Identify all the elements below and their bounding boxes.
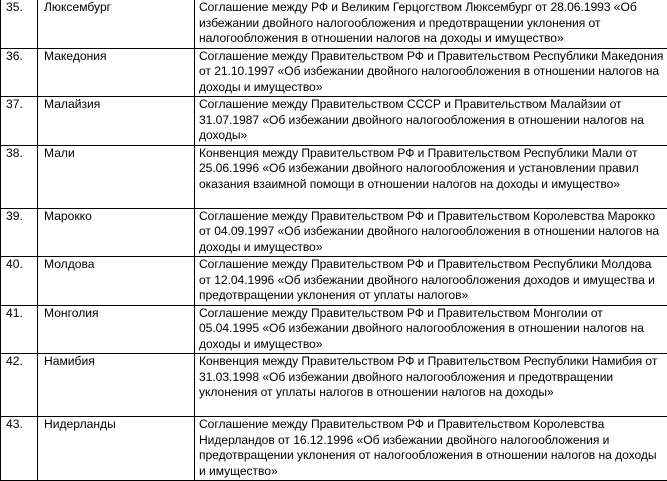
row-number: 39. xyxy=(1,208,38,257)
treaty-description: Соглашение между Правительством РФ и Правительством Королевства Нидерландов от 16.12.1996 «Об избежании двойного налогообложения и предотвращении уклонения от налогообложения в отношении налогов на доходы и имущество» xyxy=(195,417,667,481)
row-number: 36. xyxy=(1,48,38,97)
treaty-description: Соглашение между РФ и Великим Герцогством Люксембург от 28.06.1993 «Об избежании двойного налогообложения и предотвращении уклонения от налогообложения в отношении налогов на доходы и имущество» xyxy=(195,0,667,48)
row-number: 38. xyxy=(1,145,38,208)
country-name: Македония xyxy=(38,48,195,97)
table-row xyxy=(1,305,667,354)
treaty-description: Соглашение между Правительством РФ и Правительством Королевства Марокко от 04.09.1997 «Об избежании двойного налогообложения в отношении налогов на доходы и имущество» xyxy=(195,208,667,257)
row-number: 40. xyxy=(1,257,38,306)
country-name: Малайзия xyxy=(38,97,195,146)
country-name: Марокко xyxy=(38,208,195,257)
table-row xyxy=(1,208,667,257)
country-name: Молдова xyxy=(38,257,195,306)
row-number: 42. xyxy=(1,354,38,417)
row-number: 41. xyxy=(1,305,38,354)
row-number: 37. xyxy=(1,97,38,146)
country-name: Монголия xyxy=(38,305,195,354)
country-name: Люксембург xyxy=(38,0,195,48)
country-name: Намибия xyxy=(38,354,195,417)
treaty-description: Конвенция между Правительством РФ и Правительством Республики Мали от 25.06.1996 «Об избежании двойного налогообложения и установлении правил оказания взаимной помощи в отношении налогов на доходы и имущество» xyxy=(195,145,667,208)
table-row xyxy=(1,257,667,306)
treaty-description: Соглашение между Правительством РФ и Правительством Монголии от 05.04.1995 «Об избежании двойного налогообложения в отношении налогов на доходы и имущество» xyxy=(195,305,667,354)
row-number: 43. xyxy=(1,417,38,481)
country-name: Нидерланды xyxy=(38,417,195,481)
country-name: Мали xyxy=(38,145,195,208)
table-row xyxy=(1,97,667,146)
treaty-description: Соглашение между Правительством СССР и Правительством Малайзии от 31.07.1987 «Об избежании двойного налогообложения в отношении налогов на доходы» xyxy=(195,97,667,146)
table-row xyxy=(1,48,667,97)
table-row xyxy=(1,354,667,417)
treaty-description: Соглашение между Правительством РФ и Правительством Республики Македония от 21.10.1997 «Об избежании двойного налогообложения в отношении налогов на доходы и имущество» xyxy=(195,48,667,97)
row-number: 35. xyxy=(1,0,38,48)
treaty-description: Соглашение между Правительством РФ и Правительством Республики Молдова от 12.04.1996 «Об избежании двойного налогообложения доходов и имущества и предотвращении уклонения от уплаты налогов» xyxy=(195,257,667,306)
treaty-description: Конвенция между Правительством РФ и Правительством Республики Намибия от 31.03.1998 «Об избежании двойного налогообложения и предотвращении уклонения от уплаты налогов в отношении налогов на доходы» xyxy=(195,354,667,417)
table-row xyxy=(1,417,667,481)
table-row xyxy=(1,0,667,48)
table-row xyxy=(1,145,667,208)
